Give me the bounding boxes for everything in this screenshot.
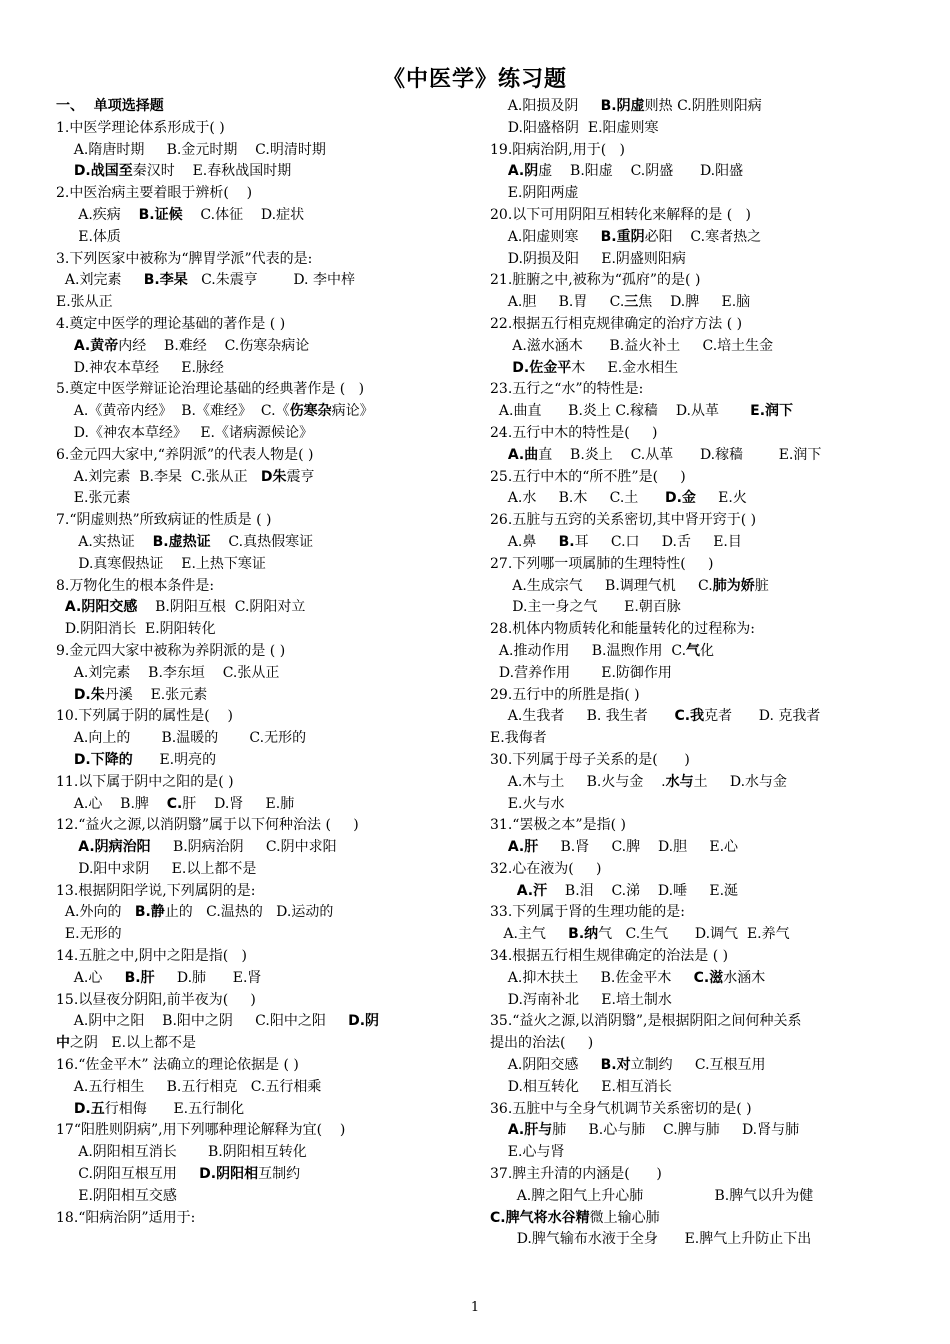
line-text: 直 B.炎上 C.从革 D.稼穑 E.润下 — [538, 446, 822, 463]
line-text — [56, 599, 65, 615]
left-line: D.阳中求阴 E.以上都不是 — [56, 860, 257, 877]
line-text: A.生成宗气 B.调理气机 C. — [490, 577, 713, 594]
answer-highlight: 中 — [56, 1035, 70, 1052]
right-line: D.脾气输布水液于全身 E.脾气上升防止下出 — [490, 1231, 812, 1248]
left-line: A.刘完素 B.李东垣 C.张从正 — [56, 664, 280, 681]
line-text: A.外向的 — [56, 904, 135, 921]
right-line — [490, 968, 900, 990]
line-text — [490, 1122, 508, 1138]
line-text — [490, 883, 517, 899]
line-text: 震亨 — [286, 468, 315, 485]
line-text: A.水 B.木 C.土 — [490, 490, 665, 507]
answer-highlight: A.阴阳交感 — [64, 599, 138, 616]
left-line: 18.“阳病治阴”适用于: — [56, 1209, 196, 1226]
answer-highlight: C. — [166, 795, 183, 812]
left-line — [56, 161, 456, 183]
answer-highlight: A.汗 — [516, 882, 548, 899]
line-text: 则热 C.阴胜则阳病 — [644, 98, 762, 114]
answer-highlight: 肺为娇 — [712, 577, 755, 594]
right-line: 24.五行中木的特性是( ) — [490, 424, 658, 441]
left-line: E.阴阳相互交感 — [56, 1187, 177, 1204]
line-text — [56, 839, 78, 855]
left-line — [56, 1033, 456, 1055]
right-line: 26.五脏与五窍的关系密切,其中肾开窍于( ) — [490, 512, 757, 529]
right-line — [490, 881, 900, 903]
line-text — [56, 338, 74, 354]
line-text: E.火 — [695, 490, 747, 507]
right-line — [490, 358, 900, 380]
left-line: D.真寒假热证 E.上热下寒证 — [56, 555, 266, 572]
left-line — [56, 336, 456, 358]
line-text: 水涵木 — [723, 969, 766, 986]
left-line: 1.中医学理论体系形成于( ) — [56, 119, 225, 136]
answer-highlight: B.虚热证 — [152, 533, 211, 550]
right-line: 提出的治法( ) — [490, 1035, 594, 1052]
answer-highlight: B.重阴 — [600, 228, 645, 245]
line-text: 立制约 C.互根互用 — [630, 1057, 766, 1074]
line-text: 止的 C.温热的 D.运动的 — [164, 904, 334, 921]
right-line — [490, 161, 900, 183]
line-text: A.刘完素 B.李杲 C.张从正 — [56, 468, 261, 485]
line-text: B.泪 C.涕 D.唾 E.涎 — [547, 882, 739, 899]
right-line — [490, 1208, 900, 1230]
line-text: 耳 C.口 D.舌 E.目 — [574, 533, 742, 550]
right-line: E.阴阳两虚 — [490, 185, 579, 202]
right-line: 31.“罢极之本”是指( ) — [490, 817, 626, 834]
left-line: E.张从正 — [56, 294, 113, 311]
line-text — [490, 163, 508, 179]
line-text: A.刘完素 — [56, 272, 144, 289]
answer-highlight: C.我 — [674, 708, 705, 725]
left-line — [56, 1011, 456, 1033]
line-text: 之阴 E.以上都不是 — [70, 1035, 197, 1052]
line-text: A.实热证 — [56, 533, 153, 550]
line-text: A.主气 — [490, 926, 569, 943]
left-line — [56, 597, 456, 619]
left-line: 3.下列医家中被称为“脾胃学派”代表的是: — [56, 250, 313, 267]
left-line: 17“阳胜则阴病”,用下列哪种理论解释为宜( ) — [56, 1122, 346, 1139]
answer-highlight: D.朱 — [73, 686, 105, 703]
line-text: A.生我者 B. 我生者 — [490, 708, 675, 725]
line-text: B.肾 C.脾 D.胆 E.心 — [538, 839, 739, 856]
answer-highlight: D.阴阳相 — [199, 1166, 259, 1183]
left-line: D.《神农本草经》 E.《诸病源候论》 — [56, 424, 313, 441]
right-line: 33.下列属于肾的生理功能的是: — [490, 904, 685, 921]
right-line — [490, 401, 900, 423]
left-line: 10.下列属于阴的属性是( ) — [56, 708, 233, 725]
left-line: 6.金元四大家中,“养阴派”的代表人物是( ) — [56, 446, 314, 463]
line-text: 内经 B.难经 C.伤寒杂病论 — [118, 337, 310, 354]
line-text: A.阳虚则寒 — [490, 228, 601, 245]
line-text: 克者 D. 克我者 — [704, 708, 821, 725]
left-line: D.阴阳消长 E.阴阳转化 — [56, 621, 216, 638]
left-line — [56, 968, 456, 990]
line-text: A.胆 B.胃 C. — [490, 294, 625, 311]
line-text: 肝 D.肾 E.肺 — [182, 795, 295, 812]
line-text — [56, 687, 74, 703]
line-text: 行相侮 E.五行制化 — [104, 1100, 245, 1117]
line-text: A.抑木扶土 B.佐金平木 — [490, 969, 694, 986]
line-text: A.心 — [56, 969, 125, 986]
line-text: 微上输心肺 — [589, 1209, 660, 1226]
left-line — [56, 270, 456, 292]
left-line: E.张元素 — [56, 490, 131, 507]
answer-highlight: B.阴虚 — [600, 98, 645, 114]
right-line — [490, 1120, 900, 1142]
line-text: C.朱震亨 D. 李中梓 — [187, 272, 355, 289]
left-line: 4.奠定中医学的理论基础的著作是 ( ) — [56, 315, 286, 332]
answer-highlight: D.战国至 — [73, 163, 133, 180]
left-line: 16.“佐金平木” 法确立的理论依据是 ( ) — [56, 1057, 299, 1074]
line-text: 病论》 — [331, 403, 374, 420]
left-line — [56, 902, 456, 924]
line-text: A.木与土 B.火与金 . — [490, 773, 666, 790]
left-line: E.体质 — [56, 228, 121, 245]
line-text: B.阴病治阴 C.阴中求阳 — [150, 839, 337, 856]
line-text — [490, 360, 512, 376]
page-title: 《中医学》练习题 — [382, 66, 567, 92]
line-text: 虚 B.阳虚 C.阴盛 D.阳盛 — [538, 163, 744, 180]
line-text: A.推动作用 B.温煦作用 C. — [490, 642, 687, 659]
left-line — [56, 1164, 456, 1186]
line-text: A.《黄帝内经》 B.《难经》 C.《 — [56, 403, 290, 420]
left-line: E.无形的 — [56, 926, 122, 943]
right-line — [490, 924, 900, 946]
answer-highlight: D.阴 — [348, 1013, 380, 1030]
answer-highlight: C.脾气将水谷精 — [490, 1209, 590, 1226]
line-text: 互制约 — [258, 1166, 301, 1183]
right-line: 20.以下可用阴阳互相转化来解释的是 ( ) — [490, 206, 751, 223]
line-text: D.肺 E.肾 — [154, 969, 262, 986]
line-text: A.阴中之阳 B.阳中之阴 C.阳中之阳 — [56, 1013, 349, 1030]
line-text: 脏 — [754, 577, 769, 594]
left-line: D.神农本草经 E.脉经 — [56, 359, 224, 376]
right-line: E.我侮者 — [490, 730, 547, 747]
right-line — [490, 292, 900, 314]
answer-highlight: A.肝 — [507, 839, 539, 856]
left-line — [56, 401, 456, 423]
right-line — [490, 445, 900, 467]
left-line — [56, 532, 456, 554]
left-line: 13.根据阴阳学说,下列属阴的是: — [56, 882, 256, 899]
answer-highlight: B.静 — [134, 904, 165, 921]
answer-highlight: 气 — [686, 642, 701, 659]
left-line: A.阴阳相互消长 B.阴阳相互转化 — [56, 1144, 307, 1161]
answer-highlight: B.纳 — [568, 926, 599, 943]
left-line: A.向上的 B.温暖的 C.无形的 — [56, 730, 307, 747]
left-line: 12.“益火之源,以消阴翳”属于以下何种治法 ( ) — [56, 817, 359, 834]
right-line: 23.五行之“水”的特性是: — [490, 381, 644, 398]
line-text: A.疾病 — [56, 206, 139, 223]
answer-highlight: 水与 — [665, 773, 694, 790]
answer-highlight: A.曲 — [507, 446, 539, 463]
right-line — [490, 641, 900, 663]
right-line: 28.机体内物质转化和能量转化的过程称为: — [490, 621, 755, 638]
line-text: 化 — [700, 642, 715, 659]
left-line — [56, 794, 456, 816]
right-line: D.相互转化 E.相互消长 — [490, 1078, 672, 1095]
line-text: A.心 B.脾 — [56, 795, 167, 812]
right-line — [490, 488, 900, 510]
right-line: 37.脾主升清的内涵是( ) — [490, 1166, 662, 1183]
right-line — [490, 576, 900, 598]
left-line — [56, 467, 456, 489]
right-line: 36.五脏中与全身气机调节关系密切的是( ) — [490, 1100, 752, 1117]
left-line — [56, 205, 456, 227]
right-line — [490, 227, 900, 249]
left-line: A.五行相生 B.五行相克 C.五行相乘 — [56, 1078, 322, 1095]
right-line: D.主一身之气 E.朝百脉 — [490, 599, 681, 616]
line-text: 必阳 C.寒者热之 — [644, 228, 762, 245]
answer-highlight: A.阴 — [507, 163, 539, 180]
answer-highlight: B.对 — [600, 1057, 631, 1074]
right-line: 21.脏腑之中,被称为“孤府”的是( ) — [490, 272, 701, 289]
line-text: 木 E.金水相生 — [571, 359, 679, 376]
left-line: 一、 单项选择题 — [56, 98, 164, 114]
line-text: A.鼻 — [490, 533, 559, 550]
line-text: C.阴阳互根互用 — [56, 1166, 200, 1183]
right-line: D.泻南补北 E.培土制水 — [490, 991, 672, 1008]
left-line: A.隋唐时期 B.金元时期 C.明清时期 — [56, 141, 326, 158]
right-line: 34.根据五行相生规律确定的治法是 ( ) — [490, 948, 729, 965]
answer-highlight: B.李杲 — [143, 272, 188, 289]
right-line: A.脾之阳气上升心肺 B.脾气以升为健 — [490, 1187, 814, 1204]
right-line — [490, 837, 900, 859]
line-text: A.阴阳交感 — [490, 1057, 601, 1074]
left-line: 2.中医治病主要着眼于辨析( ) — [56, 185, 253, 202]
line-text: 肺 B.心与肺 C.脾与肺 D.肾与肺 — [552, 1122, 800, 1139]
left-line: 5.奠定中医学辩证论治理论基础的经典著作是 ( ) — [56, 381, 365, 398]
line-text: 土 D.水与金 — [693, 773, 788, 790]
left-line — [56, 750, 456, 772]
answer-highlight: A.阴病治阳 — [78, 839, 151, 856]
right-line: 32.心在液为( ) — [490, 860, 602, 877]
right-line: 30.下列属于母子关系的是( ) — [490, 751, 690, 768]
left-line — [56, 685, 456, 707]
answer-highlight: D.下降的 — [73, 751, 133, 768]
line-text: B.阴阳互根 C.阴阳对立 — [137, 599, 306, 616]
line-text — [490, 447, 508, 463]
answer-highlight: A.黄帝 — [73, 337, 119, 354]
right-line: 35.“益火之源,以消阴翳”,是根据阴阳之间何种关系 — [490, 1013, 802, 1030]
answer-highlight: B.证候 — [138, 206, 183, 223]
right-line: E.火与水 — [490, 795, 565, 812]
line-text: 秦汉时 E.春秋战国时期 — [132, 163, 292, 180]
left-line — [56, 837, 456, 859]
line-text: 气 C.生气 D.调气 E.养气 — [598, 926, 790, 943]
right-line — [490, 772, 900, 794]
right-line: D.阳盛格阴 E.阳虚则寒 — [490, 119, 659, 136]
right-line: 22.根据五行相克规律确定的治疗方法 ( ) — [490, 315, 743, 332]
right-line: 25.五行中木的“所不胜”是( ) — [490, 468, 686, 485]
line-text: C.体征 D.症状 — [182, 206, 305, 223]
answer-highlight: B. — [558, 533, 575, 550]
line-text: A.阳损及阴 — [490, 98, 601, 114]
left-line — [56, 1099, 456, 1121]
line-text — [490, 839, 508, 855]
left-line: 8.万物化生的根本条件是: — [56, 577, 215, 594]
line-text: C.真热假寒证 — [210, 533, 314, 550]
answer-highlight: B.肝 — [124, 969, 155, 986]
answer-highlight: C.滋 — [693, 969, 724, 986]
line-text: E.明亮的 — [132, 751, 217, 768]
answer-highlight: D朱 — [260, 468, 287, 485]
right-line — [490, 96, 900, 118]
right-line: A.滋水涵木 B.益火补土 C.培土生金 — [490, 337, 774, 354]
right-column — [490, 96, 900, 1251]
answer-highlight: A.肝与 — [507, 1122, 553, 1139]
left-line: 7.“阴虚则热”所致病证的性质是 ( ) — [56, 512, 272, 529]
right-line — [490, 706, 900, 728]
answer-highlight: 伤寒杂 — [289, 403, 332, 420]
right-line — [490, 532, 900, 554]
left-line: 14.五脏之中,阴中之阳是指( ) — [56, 948, 247, 965]
page-number: 1 — [470, 1300, 480, 1315]
right-line: E.心与肾 — [490, 1144, 565, 1161]
left-column — [56, 96, 456, 1229]
right-line: 29.五行中的所胜是指( ) — [490, 686, 640, 703]
left-line: 15.以昼夜分阴阳,前半夜为( ) — [56, 991, 256, 1008]
line-text: 丹溪 E.张元素 — [104, 686, 208, 703]
line-text — [56, 752, 74, 768]
answer-highlight: D.五 — [73, 1100, 105, 1117]
line-text: A.曲直 B.炎上 C.稼穑 D.从革 — [490, 403, 751, 420]
left-line: 9.金元四大家中被称为养阴派的是 ( ) — [56, 642, 286, 659]
right-line — [490, 1055, 900, 1077]
line-text — [56, 163, 74, 179]
right-line: 27.下列哪一项属肺的生理特性( ) — [490, 555, 714, 572]
right-line: D.阴损及阳 E.阴盛则阳病 — [490, 250, 686, 267]
answer-highlight: E.润下 — [750, 403, 794, 420]
answer-highlight: 三 — [624, 294, 639, 311]
answer-highlight: D.金 — [664, 490, 696, 507]
line-text: 焦 D.脾 E.脑 — [638, 294, 751, 311]
right-line: D.营养作用 E.防御作用 — [490, 664, 672, 681]
line-text — [56, 1101, 74, 1117]
right-line: 19.阳病治阴,用于( ) — [490, 141, 625, 158]
answer-highlight: D.佐金平 — [512, 359, 572, 376]
left-line: 11.以下属于阴中之阳的是( ) — [56, 773, 234, 790]
